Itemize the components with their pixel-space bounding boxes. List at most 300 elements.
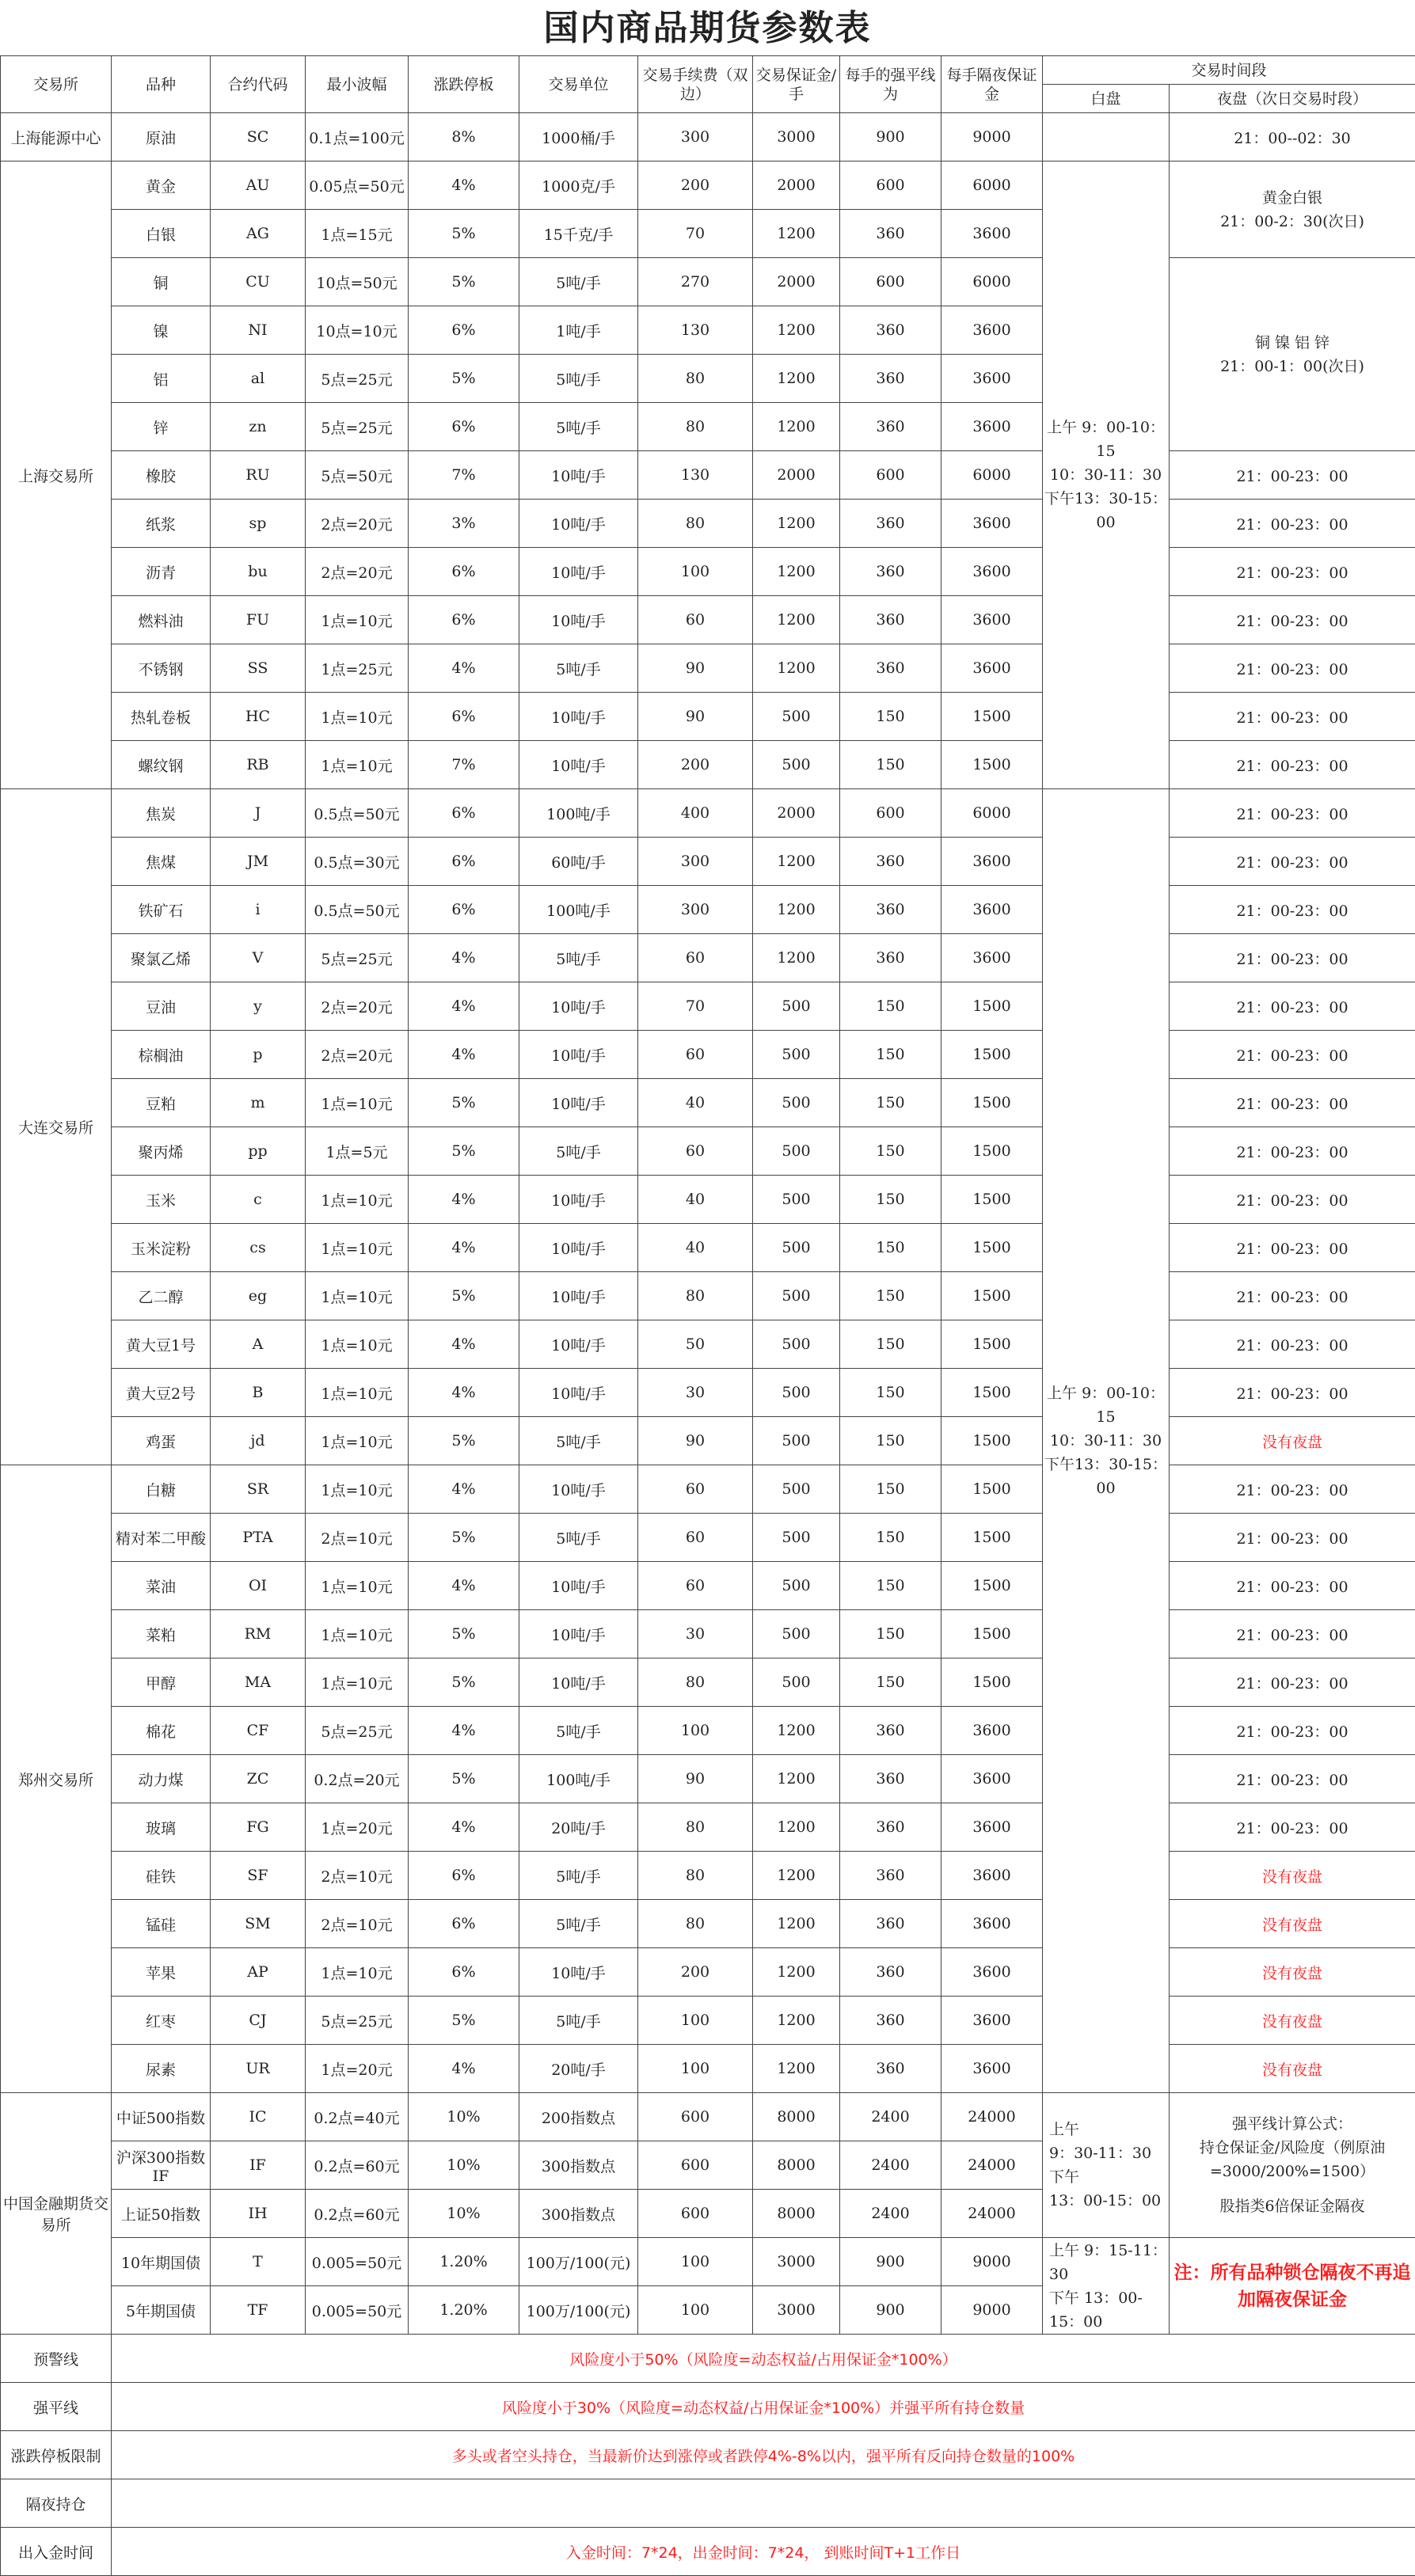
overnight-cell: 3600	[941, 500, 1043, 548]
limit-cell: 4%	[409, 1707, 519, 1755]
night-session-cell: 21：00-23：00	[1170, 500, 1415, 548]
variety-cell: 铝	[112, 355, 211, 403]
overnight-cell: 3600	[941, 644, 1043, 693]
force-line-cell: 150	[840, 1224, 941, 1272]
variety-cell: 豆油	[112, 982, 211, 1031]
fee-cell: 30	[638, 1369, 753, 1417]
min-tick-cell: 1点=15元	[306, 210, 409, 258]
force-line-cell: 900	[840, 2238, 941, 2286]
limit-cell: 4%	[409, 161, 519, 210]
force-line-cell: 150	[840, 1079, 941, 1127]
overnight-cell: 1500	[941, 1079, 1043, 1127]
limit-cell: 4%	[409, 2045, 519, 2093]
overnight-cell: 1500	[941, 1224, 1043, 1272]
min-tick-cell: 1点=20元	[306, 1803, 409, 1852]
fee-cell: 130	[638, 306, 753, 355]
min-tick-cell: 1点=10元	[306, 1465, 409, 1514]
variety-cell: 玻璃	[112, 1803, 211, 1852]
code-cell: IH	[211, 2190, 306, 2238]
force-line-cell: 150	[840, 1417, 941, 1465]
table-row	[1, 2045, 1415, 2093]
margin-cell: 1200	[753, 596, 840, 644]
overnight-cell: 1500	[941, 1610, 1043, 1658]
force-line-cell: 360	[840, 644, 941, 693]
overnight-cell: 6000	[941, 258, 1043, 306]
overnight-cell: 3600	[941, 886, 1043, 934]
unit-cell: 10吨/手	[519, 548, 638, 596]
day-session-dce-line: 10：30-11：30	[1044, 1429, 1167, 1453]
night-session-cell: 21：00-23：00	[1170, 1803, 1415, 1852]
table-row	[1, 1900, 1415, 1948]
table-row	[1, 789, 1415, 838]
header-code: 合约代码	[211, 56, 306, 113]
code-cell: ZC	[211, 1755, 306, 1803]
force-line-cell: 360	[840, 355, 941, 403]
table-row	[1, 1369, 1415, 1417]
overnight-cell: 9000	[941, 2286, 1043, 2335]
header-fee: 交易手续费（双边）	[638, 56, 753, 113]
margin-cell: 500	[753, 1079, 840, 1127]
code-cell: SR	[211, 1465, 306, 1514]
fee-cell: 200	[638, 741, 753, 789]
force-line-cell: 150	[840, 1031, 941, 1079]
overnight-cell: 1500	[941, 1320, 1043, 1369]
fee-cell: 130	[638, 451, 753, 500]
margin-cell: 8000	[753, 2190, 840, 2238]
overnight-cell: 3600	[941, 1948, 1043, 1997]
force-line-cell: 360	[840, 1803, 941, 1852]
min-tick-cell: 1点=10元	[306, 1176, 409, 1224]
fee-cell: 40	[638, 1224, 753, 1272]
variety-cell: 动力煤	[112, 1755, 211, 1803]
variety-cell: 硅铁	[112, 1852, 211, 1900]
min-tick-cell: 1点=10元	[306, 1948, 409, 1997]
overnight-cell: 3600	[941, 1707, 1043, 1755]
limit-cell: 4%	[409, 982, 519, 1031]
code-cell: zn	[211, 403, 306, 451]
overnight-cell: 24000	[941, 2093, 1043, 2141]
limit-cell: 10%	[409, 2190, 519, 2238]
force-line-cell: 360	[840, 886, 941, 934]
force-line-cell: 150	[840, 693, 941, 741]
day-session-cffex-bond-line: 下午 13：00-15：00	[1049, 2286, 1167, 2334]
unit-cell: 1000桶/手	[519, 113, 638, 161]
fee-cell: 300	[638, 886, 753, 934]
overnight-cell: 1500	[941, 1272, 1043, 1320]
code-cell: FU	[211, 596, 306, 644]
table-row	[1, 1948, 1415, 1997]
limit-cell: 5%	[409, 1997, 519, 2045]
table-row	[1, 1176, 1415, 1224]
margin-cell: 500	[753, 1369, 840, 1417]
table-row	[1, 1707, 1415, 1755]
fee-cell: 60	[638, 1127, 753, 1176]
variety-cell: 尿素	[112, 2045, 211, 2093]
overnight-cell: 6000	[941, 161, 1043, 210]
night-session-cell: 21：00-23：00	[1170, 1514, 1415, 1562]
unit-cell: 10吨/手	[519, 1562, 638, 1610]
night-session-cell: 21：00-23：00	[1170, 548, 1415, 596]
unit-cell: 5吨/手	[519, 644, 638, 693]
day-session-cffex-index-line: 上午	[1049, 2118, 1167, 2141]
limit-cell: 8%	[409, 113, 519, 161]
header-limit: 涨跌停板	[409, 56, 519, 113]
table-row	[1, 693, 1415, 741]
night-session-cell: 21：00-23：00	[1170, 1127, 1415, 1176]
limit-cell: 4%	[409, 934, 519, 982]
night-session-cell: 21：00-23：00	[1170, 596, 1415, 644]
unit-cell: 10吨/手	[519, 693, 638, 741]
night-session-cell: 21：00-23：00	[1170, 886, 1415, 934]
min-tick-cell: 0.05点=50元	[306, 161, 409, 210]
parameter-table	[0, 55, 1415, 2576]
footer-label: 涨跌停板限制	[1, 2431, 112, 2479]
unit-cell: 5吨/手	[519, 1514, 638, 1562]
force-line-cell: 600	[840, 451, 941, 500]
overnight-cell: 3600	[941, 838, 1043, 886]
fee-cell: 40	[638, 1079, 753, 1127]
overnight-cell: 1500	[941, 1417, 1043, 1465]
overnight-cell: 1500	[941, 1031, 1043, 1079]
force-line-cell: 360	[840, 1948, 941, 1997]
limit-cell: 7%	[409, 741, 519, 789]
variety-cell: 焦炭	[112, 789, 211, 838]
fee-cell: 60	[638, 1465, 753, 1514]
fee-cell: 90	[638, 644, 753, 693]
limit-cell: 6%	[409, 1852, 519, 1900]
day-session-dce-line: 上午 9：00-10：15	[1044, 1381, 1167, 1429]
fee-cell: 80	[638, 1852, 753, 1900]
force-line-cell: 2400	[840, 2190, 941, 2238]
force-line-cell: 360	[840, 1755, 941, 1803]
unit-cell: 10吨/手	[519, 1272, 638, 1320]
overnight-cell: 9000	[941, 2238, 1043, 2286]
unit-cell: 10吨/手	[519, 1658, 638, 1707]
variety-cell: 菜油	[112, 1562, 211, 1610]
unit-cell: 5吨/手	[519, 258, 638, 306]
footer-label: 隔夜持仓	[1, 2479, 112, 2528]
table-row	[1, 982, 1415, 1031]
margin-cell: 1200	[753, 500, 840, 548]
force-line-cell: 900	[840, 113, 941, 161]
code-cell: AP	[211, 1948, 306, 1997]
force-line-cell: 150	[840, 1369, 941, 1417]
limit-cell: 5%	[409, 1610, 519, 1658]
table-row	[1, 596, 1415, 644]
unit-cell: 300指数点	[519, 2141, 638, 2190]
code-cell: V	[211, 934, 306, 982]
code-cell: FG	[211, 1803, 306, 1852]
unit-cell: 10吨/手	[519, 1610, 638, 1658]
overnight-cell: 3600	[941, 934, 1043, 982]
night-session-cell: 21：00-23：00	[1170, 1079, 1415, 1127]
overnight-cell: 1500	[941, 1127, 1043, 1176]
unit-cell: 100吨/手	[519, 1755, 638, 1803]
margin-cell: 8000	[753, 2141, 840, 2190]
min-tick-cell: 1点=10元	[306, 741, 409, 789]
force-line-cell: 150	[840, 1272, 941, 1320]
lock-position-warning: 注：所有品种锁仓隔夜不再追加隔夜保证金	[1170, 2238, 1415, 2335]
force-line-cell: 150	[840, 982, 941, 1031]
unit-cell: 100万/100(元)	[519, 2286, 638, 2335]
variety-cell: 锰硅	[112, 1900, 211, 1948]
variety-cell: 螺纹钢	[112, 741, 211, 789]
overnight-cell: 3600	[941, 1852, 1043, 1900]
unit-cell: 5吨/手	[519, 934, 638, 982]
unit-cell: 300指数点	[519, 2190, 638, 2238]
code-cell: SM	[211, 1900, 306, 1948]
unit-cell: 10吨/手	[519, 596, 638, 644]
footer-row	[1, 2335, 1415, 2383]
min-tick-cell: 0.005=50元	[306, 2238, 409, 2286]
fee-cell: 300	[638, 838, 753, 886]
table-row	[1, 1417, 1415, 1465]
overnight-cell: 3600	[941, 1803, 1043, 1852]
unit-cell: 1000克/手	[519, 161, 638, 210]
variety-cell: 棉花	[112, 1707, 211, 1755]
force-line-cell: 150	[840, 1658, 941, 1707]
stock-index-note: 股指类6倍保证金隔夜	[1171, 2194, 1413, 2218]
day-session-cffex-index-line: 下午	[1049, 2165, 1167, 2189]
unit-cell: 10吨/手	[519, 1031, 638, 1079]
limit-cell: 6%	[409, 306, 519, 355]
limit-cell: 1.20%	[409, 2286, 519, 2335]
unit-cell: 5吨/手	[519, 1900, 638, 1948]
variety-cell: 黄大豆1号	[112, 1320, 211, 1369]
margin-cell: 1200	[753, 1755, 840, 1803]
night-session-cell: 21：00-23：00	[1170, 741, 1415, 789]
force-line-cell: 150	[840, 741, 941, 789]
footer-text: 多头或者空头持仓，当最新价达到涨停或者跌停4%-8%以内，强平所有反向持仓数量的100%	[112, 2431, 1415, 2479]
variety-cell: 纸浆	[112, 500, 211, 548]
min-tick-cell: 1点=10元	[306, 1417, 409, 1465]
fee-cell: 60	[638, 1562, 753, 1610]
min-tick-cell: 1点=25元	[306, 644, 409, 693]
margin-cell: 3000	[753, 2238, 840, 2286]
limit-cell: 5%	[409, 1755, 519, 1803]
fee-cell: 90	[638, 1755, 753, 1803]
overnight-cell: 3600	[941, 1755, 1043, 1803]
overnight-cell: 3600	[941, 306, 1043, 355]
margin-cell: 1200	[753, 1900, 840, 1948]
day-session-shfe-line: 上午 9：00-10：15	[1044, 416, 1167, 463]
code-cell: m	[211, 1079, 306, 1127]
night-session-cell-line: 21：00-1：00(次日)	[1171, 355, 1413, 378]
no-night-session: 没有夜盘	[1170, 2045, 1415, 2093]
exchange-cell: 上海能源中心	[1, 113, 112, 161]
overnight-cell: 24000	[941, 2190, 1043, 2238]
table-row	[1, 741, 1415, 789]
code-cell: RB	[211, 741, 306, 789]
unit-cell: 10吨/手	[519, 1224, 638, 1272]
limit-cell: 5%	[409, 1272, 519, 1320]
table-row	[1, 1224, 1415, 1272]
fee-cell: 60	[638, 1514, 753, 1562]
no-night-session: 没有夜盘	[1170, 1852, 1415, 1900]
min-tick-cell: 5点=25元	[306, 1997, 409, 2045]
variety-cell: 热轧卷板	[112, 693, 211, 741]
fee-cell: 100	[638, 2238, 753, 2286]
margin-cell: 1200	[753, 838, 840, 886]
code-cell: bu	[211, 548, 306, 596]
footer-row	[1, 2431, 1415, 2479]
min-tick-cell: 0.2点=40元	[306, 2093, 409, 2141]
night-session-cell: 21：00--02：30	[1170, 113, 1415, 161]
exchange-cell: 中国金融期货交易所	[1, 2093, 112, 2335]
limit-cell: 6%	[409, 548, 519, 596]
force-line-cell: 150	[840, 1465, 941, 1514]
variety-cell: 乙二醇	[112, 1272, 211, 1320]
force-line-cell: 360	[840, 1997, 941, 2045]
code-cell: TF	[211, 2286, 306, 2335]
min-tick-cell: 1点=20元	[306, 2045, 409, 2093]
overnight-cell: 1500	[941, 1514, 1043, 1562]
code-cell: CU	[211, 258, 306, 306]
table-row	[1, 1127, 1415, 1176]
unit-cell: 10吨/手	[519, 1948, 638, 1997]
force-line-cell: 360	[840, 1852, 941, 1900]
limit-cell: 5%	[409, 258, 519, 306]
code-cell: HC	[211, 693, 306, 741]
formula-title: 强平线计算公式：	[1171, 2112, 1413, 2136]
force-line-cell: 600	[840, 161, 941, 210]
limit-cell: 10%	[409, 2093, 519, 2141]
margin-cell: 1200	[753, 886, 840, 934]
overnight-cell: 1500	[941, 1465, 1043, 1514]
table-row	[1, 500, 1415, 548]
night-session-cell: 21：00-23：00	[1170, 1610, 1415, 1658]
night-session-cell: 21：00-23：00	[1170, 1369, 1415, 1417]
table-row	[1, 161, 1415, 210]
force-line-cell: 150	[840, 1514, 941, 1562]
limit-cell: 5%	[409, 355, 519, 403]
day-session-cffex-index-line: 13：00-15：00	[1049, 2189, 1167, 2213]
variety-cell: 铜	[112, 258, 211, 306]
cffex-formula-note	[1170, 2093, 1415, 2238]
variety-cell: 橡胶	[112, 451, 211, 500]
variety-cell: 白糖	[112, 1465, 211, 1514]
force-line-cell: 2400	[840, 2093, 941, 2141]
margin-cell: 1200	[753, 1948, 840, 1997]
code-cell: A	[211, 1320, 306, 1369]
margin-cell: 2000	[753, 789, 840, 838]
variety-cell: 玉米淀粉	[112, 1224, 211, 1272]
night-session-cell	[1170, 161, 1415, 258]
header-margin: 交易保证金/手	[753, 56, 840, 113]
overnight-cell: 1500	[941, 741, 1043, 789]
footer-text: 风险度小于50%（风险度=动态权益/占用保证金*100%）	[112, 2335, 1415, 2383]
day-session-shfe-line: 10：30-11：30	[1044, 463, 1167, 487]
fee-cell: 70	[638, 982, 753, 1031]
footer-row	[1, 2383, 1415, 2431]
margin-cell: 500	[753, 1514, 840, 1562]
day-session-cffex-bond	[1043, 2238, 1170, 2335]
margin-cell: 1200	[753, 403, 840, 451]
unit-cell: 20吨/手	[519, 1803, 638, 1852]
fee-cell: 80	[638, 1658, 753, 1707]
variety-cell: 玉米	[112, 1176, 211, 1224]
min-tick-cell: 10点=50元	[306, 258, 409, 306]
table-row	[1, 2093, 1415, 2141]
variety-cell: 聚氯乙烯	[112, 934, 211, 982]
variety-cell: 鸡蛋	[112, 1417, 211, 1465]
code-cell: T	[211, 2238, 306, 2286]
night-session-cell: 21：00-23：00	[1170, 838, 1415, 886]
min-tick-cell: 5点=25元	[306, 1707, 409, 1755]
code-cell: AU	[211, 161, 306, 210]
limit-cell: 4%	[409, 1803, 519, 1852]
min-tick-cell: 1点=10元	[306, 1320, 409, 1369]
day-session-shfe	[1043, 161, 1170, 789]
variety-cell: 菜粕	[112, 1610, 211, 1658]
code-cell: p	[211, 1031, 306, 1079]
variety-cell: 10年期国债	[112, 2238, 211, 2286]
variety-cell: 精对苯二甲酸	[112, 1514, 211, 1562]
variety-cell: 上证50指数	[112, 2190, 211, 2238]
min-tick-cell: 1点=10元	[306, 596, 409, 644]
code-cell: CF	[211, 1707, 306, 1755]
margin-cell: 500	[753, 1224, 840, 1272]
fee-cell: 30	[638, 1610, 753, 1658]
footer-label: 强平线	[1, 2383, 112, 2431]
overnight-cell: 3600	[941, 2045, 1043, 2093]
margin-cell: 1200	[753, 1707, 840, 1755]
code-cell: AG	[211, 210, 306, 258]
table-row	[1, 258, 1415, 306]
min-tick-cell: 2点=10元	[306, 1900, 409, 1948]
min-tick-cell: 1点=10元	[306, 693, 409, 741]
variety-cell: 黄大豆2号	[112, 1369, 211, 1417]
min-tick-cell: 0.1点=100元	[306, 113, 409, 161]
min-tick-cell: 1点=10元	[306, 1224, 409, 1272]
margin-cell: 1200	[753, 210, 840, 258]
limit-cell: 5%	[409, 1658, 519, 1707]
code-cell: NI	[211, 306, 306, 355]
fee-cell: 70	[638, 210, 753, 258]
variety-cell: 铁矿石	[112, 886, 211, 934]
header-variety: 品种	[112, 56, 211, 113]
night-session-cell: 21：00-23：00	[1170, 1272, 1415, 1320]
variety-cell: 红枣	[112, 1997, 211, 2045]
unit-cell: 10吨/手	[519, 1176, 638, 1224]
code-cell: SF	[211, 1852, 306, 1900]
code-cell: UR	[211, 2045, 306, 2093]
table-row	[1, 838, 1415, 886]
header-day-session: 白盘	[1043, 85, 1170, 113]
unit-cell: 100吨/手	[519, 789, 638, 838]
force-line-cell: 360	[840, 403, 941, 451]
variety-cell: 甲醇	[112, 1658, 211, 1707]
fee-cell: 100	[638, 548, 753, 596]
code-cell: J	[211, 789, 306, 838]
margin-cell: 1200	[753, 1997, 840, 2045]
margin-cell: 1200	[753, 1852, 840, 1900]
night-session-cell: 21：00-23：00	[1170, 1031, 1415, 1079]
code-cell: JM	[211, 838, 306, 886]
overnight-cell: 1500	[941, 982, 1043, 1031]
force-line-cell: 150	[840, 1610, 941, 1658]
limit-cell: 6%	[409, 596, 519, 644]
no-night-session: 没有夜盘	[1170, 1900, 1415, 1948]
overnight-cell: 1500	[941, 1369, 1043, 1417]
min-tick-cell: 5点=25元	[306, 403, 409, 451]
code-cell: pp	[211, 1127, 306, 1176]
exchange-cell: 大连交易所	[1, 789, 112, 1465]
min-tick-cell: 1点=10元	[306, 1369, 409, 1417]
limit-cell: 3%	[409, 500, 519, 548]
force-line-cell: 360	[840, 1707, 941, 1755]
min-tick-cell: 1点=10元	[306, 1079, 409, 1127]
